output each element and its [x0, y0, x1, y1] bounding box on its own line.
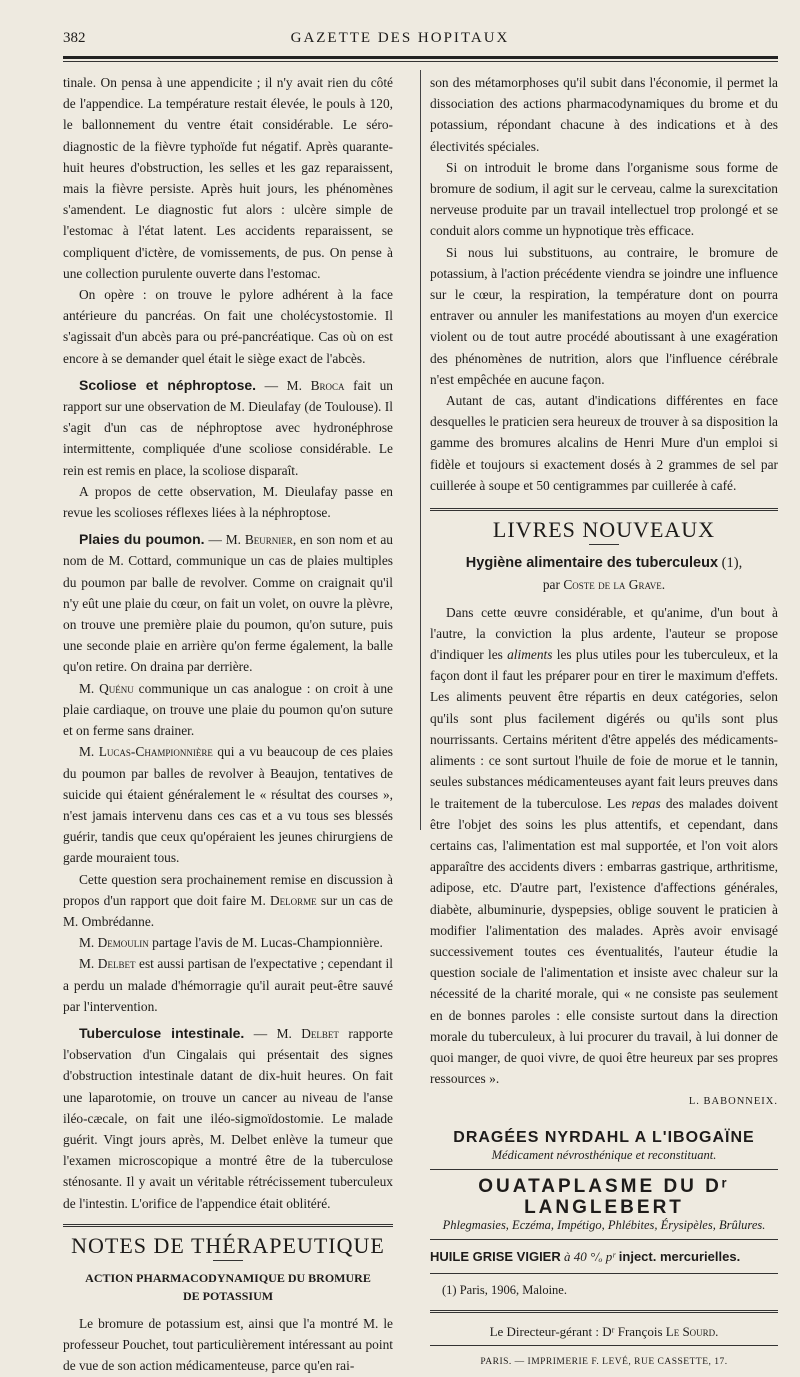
section-rule [63, 1224, 393, 1227]
book-title: Hygiène alimentaire des tuberculeux (1), [465, 555, 743, 572]
author-name: Delorme [270, 892, 317, 908]
author-name: Demoulin [97, 935, 149, 951]
ad-rule [430, 1273, 778, 1274]
ad-ouataplasme [430, 1176, 778, 1233]
column-divider [420, 70, 421, 830]
paragraph: M. Lucas-Championnière qui a vu beaucoup de ces plaies du poumon par balles de revolver à Beaujon, tentatives de suicide qui étaient généralement le « résultat des courses », n'est jamais intervenu dans ces cas et a vu tous ses blessés guérir, tandis que ceux qu'opéraient les jeunes chirurgiens de garde mouraient tous. [63, 744, 393, 866]
title-rule [589, 544, 619, 545]
paragraph: On opère : on trouve le pylore adhérent à la face antérieure du pancréas. On fait une cholécystostomie. Il s'agissait d'un abcès para ou pré-pancréatique. Cas où on est encore à se demander quel était le siège exact de l'abcès. [63, 287, 393, 366]
author-name: Broca [310, 377, 345, 393]
author-name: Quénu [99, 680, 134, 696]
ad-huile-grise: HUILE GRISE VIGIER à 40 °/ₒ pʳ inject. mercurielles. [430, 1249, 741, 1265]
livres-title: LIVRES NOUVEAUX [492, 517, 716, 543]
section-heading: Scoliose et néphroptose. [79, 376, 257, 393]
left-column [63, 72, 393, 1377]
journal-title: GAZETTE DES HOPITAUX [290, 30, 510, 46]
author-name: Lucas-Championnière [98, 744, 213, 760]
paragraph: Autant de cas, autant d'indications différentes en face desquelles le praticien sera heureux de trouver à sa disposition la gamme des bromures alcalins de Henri Mure d'un emploi si fidèle et toujours si exactement dosés à 2 grammes de sel par cuillerée à soupe et 50 centigrammes par cuillerée à café. [430, 393, 778, 493]
section-scoliose: Scoliose et néphroptose. — M. Broca fait un rapport sur une observation de M. Dieulafay (de Toulouse). Il s'agit d'un cas de néphroptose avec hydronéphrose intermittente, compliquée d'une scoliose considérable. Le rein est remis en place, la scoliose disparaît. [63, 376, 393, 478]
paragraph: Si on introduit le brome dans l'organisme sous forme de bromure de sodium, il agit sur le cerveau, calme la surexcitation nerveuse produite par un travail intellectuel trop prolongé et se conduit alors comme un hypnotique très efficace. [430, 159, 778, 239]
footnote: (1) Paris, 1906, Maloine. [442, 1283, 567, 1298]
right-column [430, 72, 778, 1373]
paragraph: Si nous lui substituons, au contraire, le bromure de potassium, à l'action précédente viendra se joindre une influence sur le cœur, la respiration, la température dont on pourra entraver ou annuler les manifestations au moyen d'un exercice violent ou de tout autre procédé aboutissant à une exagération des phénomènes de nutrition, alors que l'influence cérébrale n'est empêchée en aucune façon. [430, 244, 778, 387]
paragraph: Cette question sera prochainement remise en discussion à propos d'un rapport que doit faire M. Delorme sur un cas de M. Ombrédanne. [63, 871, 394, 929]
ad-subtitle: Médicament névrosthénique et reconstituant. [491, 1147, 717, 1162]
ad-rule [430, 1239, 778, 1240]
director-line: Le Directeur-gérant : Dʳ François Le Sourd. [489, 1323, 719, 1339]
review-text: Dans cette œuvre considérable, et qu'anime, d'un bout à l'autre, la conviction la plus ardente, l'auteur se propose d'indiquer les aliments les plus utiles pour les tuberculeux, et la façon dont il faut les préparer pour en tirer le maximum d'effets. Les aliments peuvent être répartis en deux catégories, selon qu'ils sont plus facilement digérés ou qu'ils sont plus nourrissants. Certains méritent d'être appelés des médicaments-aliments : ce sont surtout l'huile de foie de morue et le tannin, seules substances médicamenteuses ayant fait leurs preuves dans le traitement de la tuberculose. Les repas des malades doivent être l'objet des soins les plus attentifs, et cependant, dans certains cas, l'alimentation est mal supportée, et l'on voit alors apparaître des accidents divers : embarras gastrique, arthritisme, adipose, etc. D'autre part, l'existence d'affections générales, diabète, albuminurie, dyspepsies, oblige souvent le praticien à modifier l'alimentation des malades. Après avoir envisagé successivement toutes ces éventualités, l'auteur étudie la question sociale de l'alimentation et insiste avec chaleur sur la nécessité de la charité morale, qui « ne consiste pas seulement en de bonnes paroles : elle consiste surtout dans la direction morale du tuberculeux, à lui procurer du travail, à lui donner de quoi manger, de quoi vivre, de quoi être heureux par ses propres ressources ». [430, 604, 778, 1087]
header-rule [63, 56, 778, 59]
notes-title: NOTES DE THÉRAPEUTIQUE [71, 1232, 385, 1258]
ad-rule [430, 1169, 778, 1170]
paragraph: A propos de cette observation, M. Dieulafay passe en revue les scolioses réflexes liées à la néphroptose. [63, 483, 393, 521]
author-name: Delbet [301, 1025, 339, 1041]
signature: L. BABONNEIX. [688, 1096, 778, 1108]
author-name: Beurnier [244, 532, 293, 548]
paragraph: tinale. On pensa à une appendicite ; il n'y avait rien du côté de l'appendice. La température restait élevée, le pouls à 120, le ballonnement du ventre était considérable. Le séro-diagnostic de la fièvre typhoïde fut négatif. Après quarante-huit heures d'obstruction, les selles et les gaz reparaissent, mais la fièvre persiste. Après huit jours, les phénomènes s'amendent. Le diagnostic fut alors : ulcère simple de l'estomac à l'état latent. Les accidents reparaissent, se compliquent d'ictère, de vomissements, de pus. On pense à une collection purulente ouverte dans l'estomac. [63, 75, 393, 281]
section-tuberculose: Tuberculose intestinale. — M. Delbet rapporte l'observation d'un Cingalais qui présentait des signes d'obstruction intestinale datant de dix-huit heures. On fait une laparotomie, on trouve un cancer au niveau de l'anse iléo-cæcale, on fait une iléo-sigmoïdostomie. Le malade guérit. Vingt jours après, M. Delbet enlève la tumeur que l'examen microscopique a montré être de la tuberculose sténosante. Il y avait un véritable rétrécissement tuberculeux de l'intestin. L'orifice de l'appendice était oblitéré. [63, 1024, 393, 1211]
printer-line: PARIS. — IMPRIMERIE F. LEVÉ, RUE CASSETTE, 17. [480, 1356, 728, 1367]
section-rule [430, 508, 778, 511]
ad-title: OUATAPLASME DU Dʳ LANGLEBERT [478, 1175, 730, 1218]
ad-dragees [430, 1127, 778, 1163]
paragraph: son des métamorphoses qu'il subit dans l'économie, il permet la dissociation des actions pharmacodynamiques du brome et du potassium, répondant chacune à des indications et à des électivités spéciales. [430, 75, 778, 154]
footer-rule [430, 1310, 778, 1313]
section-heading: Plaies du poumon. [79, 531, 205, 548]
paragraph: M. Demoulin partage l'avis de M. Lucas-Championnière. [79, 935, 383, 951]
ad-subtitle: Phlegmasies, Eczéma, Impétigo, Phlébites, Érysipèles, Brûlures. [442, 1218, 766, 1233]
paragraph: Le bromure de potassium est, ainsi que l'a montré M. le professeur Pouchet, tout particulièrement intéressant au point de vue de son action médicamenteuse, parce qu'en rai- [63, 1315, 393, 1374]
paragraph: M. Quénu communique un cas analogue : on croit à une plaie cardiaque, on trouve une plaie du poumon qu'on suture et on ferme sans drainer. [63, 680, 394, 739]
notes-subheading: ACTION PHARMACODYNAMIQUE DU BROMURE DE POTASSIUM [85, 1270, 371, 1303]
header-rule-thin [63, 61, 778, 62]
footer-rule-thin [430, 1345, 778, 1346]
page-number: 382 [63, 30, 86, 46]
author-name: Delbet [97, 956, 136, 972]
title-rule [213, 1260, 243, 1261]
paragraph: M. Delbet est aussi partisan de l'expectative ; cependant il a perdu un malade d'hémorragie qu'il aurait peut-être sauvé par l'intervention. [63, 956, 393, 1014]
section-plaies: Plaies du poumon. — M. Beurnier, en son nom et au nom de M. Cottard, communique un cas de plaies multiples du poumon par balle de revolver. Comme on craignait qu'il n'y eût une plaie du cœur, on fait un volet, on ouvre la plèvre, on trouve une première plaie du poumon, qu'on suture, puis une seconde plaie en arrière qu'on ferme également, la balle qu'on retire. On draina par derrière. [63, 531, 393, 675]
ad-title: DRAGÉES NYRDAHL A L'IBOGAÏNE [453, 1128, 755, 1146]
book-author: par Coste de la Grave. [542, 577, 666, 593]
section-heading: Tuberculose intestinale. [79, 1024, 245, 1041]
